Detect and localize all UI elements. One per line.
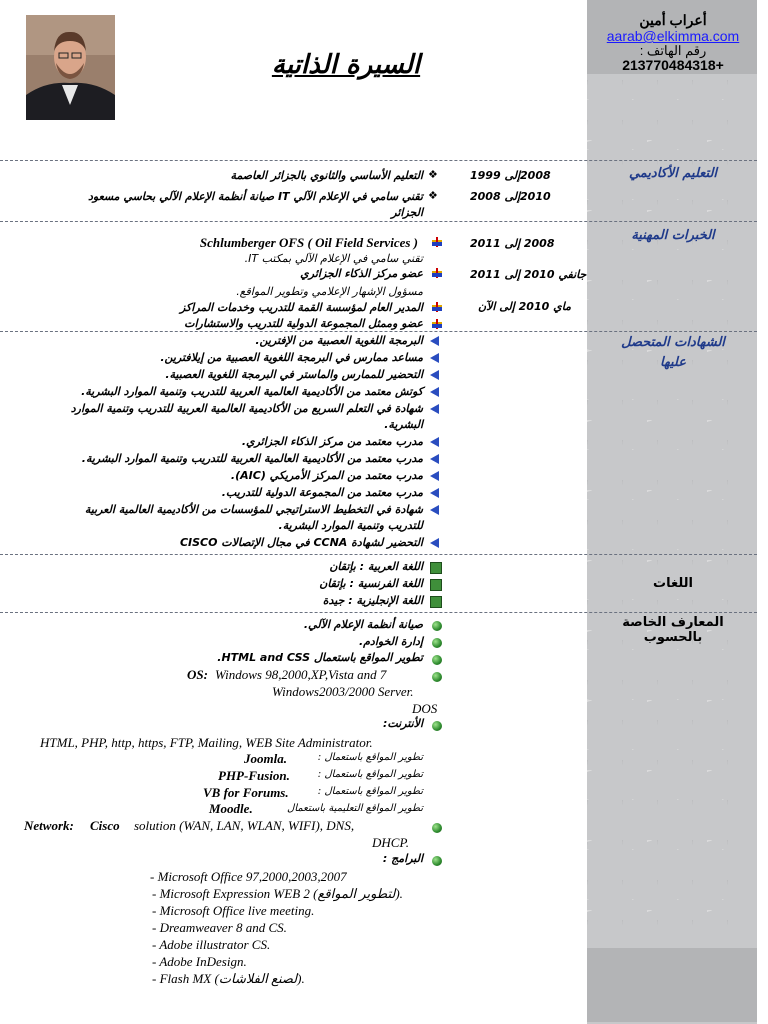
chevron-bullet-icon [430,370,439,380]
certificate-item: التحضير لشهادة CCNA في مجال الإتصالات CISCO [179,536,423,549]
certificates-heading: الشهادات المتحصل عليها [621,335,725,370]
chevron-bullet-icon [430,488,439,498]
network-label: Network: [24,818,74,833]
chevron-bullet-icon [430,454,439,464]
contact-email-link[interactable]: aarab@elkimma.com [606,28,740,44]
skill-item: إدارة الخوادم. [358,635,423,648]
edu-text: التعليم الأساسي والثانوي بالجزائر العاصمة [230,169,423,182]
pin-flag-icon [432,319,442,329]
education-heading: التعليم الأكاديمي [628,166,718,181]
diamond-bullet-icon: ❖ [428,168,438,181]
exp-title: Schlumberger OFS ( Oil Field Services ) [199,235,418,250]
page-title: السيرة الذاتية [271,50,421,80]
exp-title: عضو وممثل المجموعة الدولية للتدريب والاستشارات [184,317,423,330]
certificate-item: التحضير للممارس والماستر في البرمجة اللغوية العصبية. [165,368,423,381]
globe-bullet-icon [432,621,442,631]
section-divider [0,160,757,161]
certificate-item-cont: البشرية. [384,418,423,431]
software-item: - Adobe InDesign. [152,954,247,969]
certificate-item: مساعد ممارس في البرمجة اللغوية العصبية من إيلافترين. [160,351,423,364]
cms-prefix: تطوير المواقع باستعمال : [317,786,423,797]
experience-heading: الخبرات المهنية [631,228,715,243]
cms-prefix: تطوير المواقع باستعمال : [317,769,423,780]
software-item: - Microsoft Expression WEB 2 (لتطوير المواقع). [152,886,403,901]
edu-date: 2010إلى 2008 [470,190,551,203]
certificate-item: شهادة في التخطيط الاستراتيجي للمؤسسات من الأكاديمية العالمية العربية [84,503,423,516]
globe-bullet-icon [432,638,442,648]
chevron-bullet-icon [430,353,439,363]
os-value-cont: Windows2003/2000 Server. [272,684,414,699]
cms-prefix: تطوير المواقع باستعمال : [317,752,423,763]
exp-date: 2008 إلى 2011 [470,237,555,250]
internet-label: الأنترنت: [382,717,423,730]
edu-date: 2008إلى 1999 [470,169,551,182]
pin-flag-icon [432,302,442,312]
exp-sub: مسؤول الإشهار الإعلامي وتطوير المواقع. [236,285,423,298]
skill-item: صيانة أنظمة الإعلام الآلي. [303,618,423,631]
software-item: - Microsoft Office live meeting. [152,903,315,918]
contact-block [592,12,754,73]
chevron-bullet-icon [430,471,439,481]
edu-text: تقني سامي في الإعلام الآلي IT صيانة أنظمة الإعلام الآلي بحاسي مسعود [87,190,423,203]
diamond-bullet-icon: ❖ [428,189,438,202]
phone-label: رقم الهاتف : [639,43,707,58]
network-value-cont: DHCP. [372,835,409,850]
network-brand: Cisco [90,818,120,833]
pin-flag-icon [432,268,442,278]
exp-date: ماي 2010 إلى الآن [478,300,571,313]
os-value: Windows 98,2000,XP,Vista and 7 [215,667,387,682]
exp-sub: تقني سامي في الإعلام الآلي بمكتب IT. [244,252,423,265]
cms-item: Joomla. [244,751,287,766]
os-value-cont: DOS [412,701,438,716]
section-divider [0,331,757,332]
sidebar-band [587,948,757,1022]
square-bullet-icon [430,596,442,608]
chevron-bullet-icon [430,404,439,414]
internet-list: HTML, PHP, http, https, FTP, Mailing, WEB Site Administrator. [40,735,373,750]
section-divider [0,612,757,613]
languages-heading: اللغات [653,576,693,591]
software-item: - Adobe illustrator CS. [152,937,271,952]
globe-bullet-icon [432,856,442,866]
certificate-item: مدرب معتمد من المجموعة الدولية للتدريب. [221,486,423,499]
computer-heading: المعارف الخاصة بالحسوب [622,615,724,645]
edu-text-cont: الجزائر [391,206,423,219]
software-item: - Microsoft Office 97,2000,2003,2007 [150,869,347,884]
language-item: اللغة الفرنسية : بإتقان [319,577,423,590]
globe-bullet-icon [432,823,442,833]
certificate-item: مدرب معتمد من المركز الأمريكي (AIC). [230,469,423,482]
certificate-item: البرمجة اللغوية العصبية من الإفترين. [255,334,423,347]
cms-prefix: تطوير المواقع التعليمية باستعمال [287,803,423,814]
certificate-item: مدرب معتمد من مركز الذكاء الجزائري. [241,435,423,448]
globe-bullet-icon [432,655,442,665]
software-item: - Flash MX (لصنع الفلاشات). [152,971,305,986]
cms-item: Moodle. [209,801,253,816]
skill-item: تطوير المواقع باستعمال HTML and CSS. [217,651,423,664]
network-value: solution (WAN, LAN, WLAN, WIFI), DNS, [134,818,355,833]
pin-flag-icon [432,237,442,247]
profile-photo [26,15,115,120]
chevron-bullet-icon [430,505,439,515]
globe-bullet-icon [432,672,442,682]
exp-title: المدير العام لمؤسسة القمة للتدريب وخدمات المراكز [179,301,423,314]
software-label: البرامج : [382,852,423,865]
chevron-bullet-icon [430,336,439,346]
cms-item: PHP-Fusion. [218,768,290,783]
square-bullet-icon [430,562,442,574]
section-divider [0,554,757,555]
software-item: - Dreamweaver 8 and CS. [152,920,287,935]
certificate-item: شهادة في التعلم السريع من الأكاديمية العالمية العربية للتدريب وتنمية الموارد [70,402,423,415]
certificate-item: مدرب معتمد من الأكاديمية العالمية العربية للتدريب وتنمية الموارد البشرية. [81,452,423,465]
chevron-bullet-icon [430,387,439,397]
cms-item: VB for Forums. [203,785,289,800]
globe-bullet-icon [432,721,442,731]
square-bullet-icon [430,579,442,591]
certificate-item-cont: للتدريب وتنمية الموارد البشرية. [278,519,423,532]
chevron-bullet-icon [430,437,439,447]
phone-number: +213770484318 [622,57,724,73]
exp-date: جانفي 2010 إلى 2011 [470,268,587,281]
language-item: اللغة الإنجليزية : جيدة [322,594,423,607]
exp-title: عضو مركز الذكاء الجزائري [300,267,423,280]
contact-name: أعراب أمين [639,12,707,28]
os-label: OS: [187,667,208,682]
language-item: اللغة العربية : بإتقان [329,560,423,573]
certificate-item: كوتش معتمد من الأكاديمية العالمية العربية للتدريب وتنمية الموارد البشرية. [81,385,423,398]
section-divider [0,221,757,222]
sidebar-marble [587,0,757,1024]
chevron-bullet-icon [430,538,439,548]
